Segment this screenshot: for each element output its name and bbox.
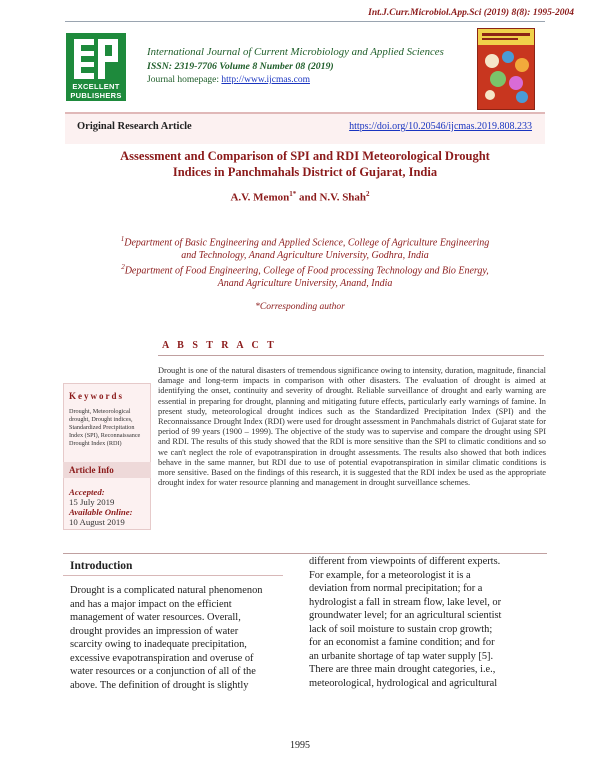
affiliation-2 bbox=[70, 261, 540, 290]
intro-left-line: scarcity owing to inadequate precipitation, bbox=[70, 639, 247, 650]
intro-left-line: excessive evapotranspiration and overuse of bbox=[70, 652, 254, 664]
cover-art-icon bbox=[478, 29, 534, 109]
abstract-bottom-divider bbox=[63, 553, 547, 554]
ep-logo-icon bbox=[72, 37, 120, 81]
author-1: A.V. Memon bbox=[230, 191, 290, 204]
author-1-marks: 1* bbox=[289, 190, 297, 198]
page-number: 1995 bbox=[290, 740, 310, 751]
accepted-label: Accepted: bbox=[69, 487, 105, 497]
journal-cover-thumbnail bbox=[477, 28, 535, 110]
intro-right-line: groundwater level; for an agricultural scientist bbox=[309, 610, 502, 621]
article-type: Original Research Article bbox=[77, 121, 192, 132]
intro-right-line: different from viewpoints of different experts. bbox=[309, 556, 501, 567]
introduction-left-column bbox=[70, 584, 285, 692]
intro-left-line: water resources or a conjunction of all of the bbox=[70, 666, 256, 677]
affiliation-2-line-2: Anand Agriculture University, Anand, India bbox=[217, 278, 393, 290]
introduction-heading: Introduction bbox=[70, 560, 133, 572]
issn-volume: ISSN: 2319-7706 Volume 8 Number 08 (2019) bbox=[147, 61, 334, 72]
intro-right-line: an urbanite shortage of tap water supply [5]. bbox=[309, 650, 494, 662]
affiliation-1 bbox=[70, 233, 540, 262]
header-divider bbox=[65, 21, 545, 22]
homepage-link[interactable]: http://www.ijcmas.com bbox=[221, 75, 310, 85]
keywords-heading: Keywords bbox=[69, 391, 124, 401]
introduction-underline bbox=[63, 575, 283, 576]
intro-left-line: drought provides an impression of water bbox=[70, 625, 239, 637]
running-head: Int.J.Curr.Microbiol.App.Sci (2019) 8(8): 1995-2004 bbox=[368, 8, 574, 18]
abstract-divider bbox=[158, 355, 544, 356]
logo-text-line2: PUBLISHERS bbox=[70, 91, 122, 100]
title-line-1: Assessment and Comparison of SPI and RDI Meteorological Drought bbox=[120, 149, 490, 163]
intro-right-line: For example, for a meteorologist it is a bbox=[309, 569, 471, 581]
affiliation-1-line-2: and Technology, Anand Agriculture University, Godhra, India bbox=[181, 250, 429, 262]
affiliation-1-mark: 1 bbox=[120, 235, 125, 243]
doi-link[interactable]: https://doi.org/10.20546/ijcmas.2019.808.233 bbox=[349, 121, 532, 132]
affiliation-1-line-1: Department of Basic Engineering and Applied Science, College of Agriculture Engineering bbox=[124, 237, 490, 249]
corresponding-author-note: *Corresponding author bbox=[255, 302, 345, 312]
intro-left-line: management of water resources. Overall, bbox=[70, 612, 241, 623]
author-2: N.V. Shah bbox=[319, 191, 367, 204]
journal-name: International Journal of Current Microbiology and Applied Sciences bbox=[147, 46, 444, 58]
intro-right-line: There are three main drought categories, i.e., bbox=[309, 664, 496, 675]
accepted-date: 15 July 2019 bbox=[69, 497, 115, 507]
intro-right-line: deviation from normal precipitation; for a bbox=[309, 583, 483, 594]
intro-right-line: lack of soil moisture to sustain crop growth; bbox=[309, 623, 493, 635]
intro-left-line: above. The definition of drought is slightly bbox=[70, 679, 249, 691]
intro-left-line: Drought is a complicated natural phenomenon bbox=[70, 585, 263, 596]
title-line-2: Indices in Panchmahals District of Gujarat, India bbox=[172, 164, 438, 179]
authors bbox=[0, 190, 600, 204]
available-online-label: Available Online: bbox=[69, 507, 133, 517]
logo-text-line1: EXCELLENT bbox=[72, 82, 120, 91]
article-title bbox=[70, 149, 540, 180]
introduction-right-column bbox=[309, 555, 534, 690]
intro-right-line: hydrologist a fall in stream flow, lake level, or bbox=[309, 596, 502, 608]
journal-homepage bbox=[147, 75, 310, 85]
affiliation-2-line-1: Department of Food Engineering, College of Food processing Technology and Bio Energy, bbox=[124, 265, 489, 277]
intro-left-line: and has a major impact on the efficient bbox=[70, 598, 232, 610]
homepage-label: Journal homepage: bbox=[147, 75, 222, 85]
author-separator: and bbox=[296, 191, 320, 204]
intro-right-line: meteorological, hydrological and agricultural bbox=[309, 677, 498, 689]
author-2-marks: 2 bbox=[366, 190, 370, 198]
keywords-list: Drought, Meteorological drought, Drought indices, Standardized Precipitation Index (SPI), Reconnaissance Drought Index (RDI) bbox=[69, 408, 141, 447]
available-online-date: 10 August 2019 bbox=[69, 517, 125, 527]
publisher-logo bbox=[66, 33, 126, 101]
abstract-body: Drought is one of the natural disasters of tremendous significance owing to intensity, duration, magnitude, financial damage and long-term impacts in comparison with other disasters. The evaluation of drought is aimed at identifying the onset, continuity and severity of drought. Reliable surveillance of drought and early warning are essential in preparing for drought, planning and mitigating future effects, particularly early warnings of famine. In present study, meteorological drought indices such as the Standardized Precipitation Index (SPI) and the Reconnaissance Drought Index (RDI) were used for drought assessment in Panchmahals district of Gujarat state for period of 99 years (1900 – 1999). The objective of the study was to supervise and compare the drought using SPI and RDI. The results of this study showed that the RDI is more sensitive than the SPI to climatic conditions and so we can't neglect the role of evapotranspiration in drought assessments. The results also showed that both indices behave in the same manner, but RDI due to use of potential evapotranspiration in similar climatic conditions is more sensitive. Based on the findings of this research, it is suggested that the RDI index be used as the appropriate drought index for water resource planning and management in drought surveillance schemes. bbox=[158, 366, 546, 488]
affiliation-2-mark: 2 bbox=[121, 263, 125, 271]
abstract-heading: A B S T R A C T bbox=[162, 340, 277, 351]
article-info-heading: Article Info bbox=[69, 465, 114, 475]
intro-right-line: for an economist a famine condition; and for bbox=[309, 637, 495, 648]
